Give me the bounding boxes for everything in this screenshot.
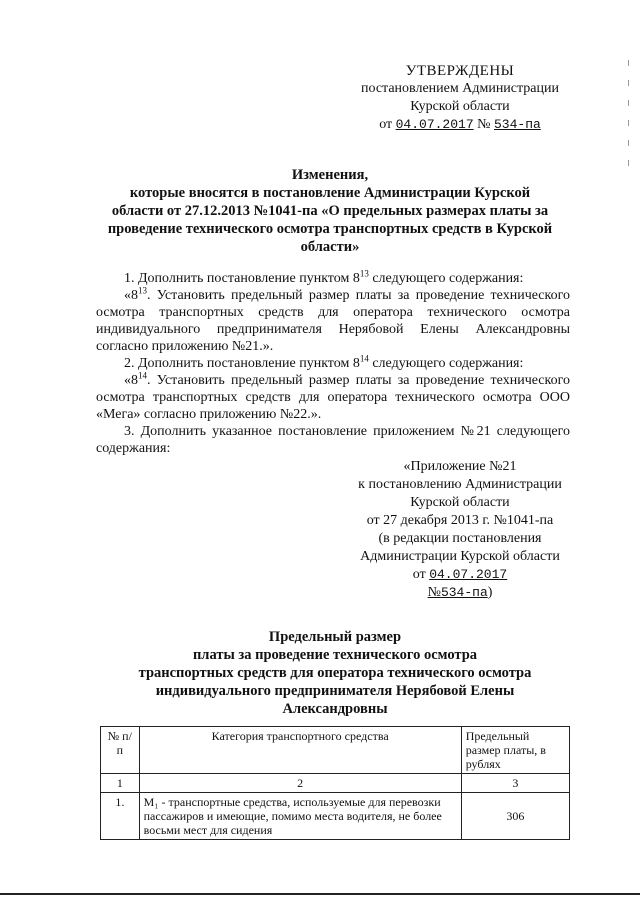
limit-title-line: индивидуального предпринимателя Нерябовой Елены: [155, 683, 515, 699]
item-3: 3. Дополнить указанное постановление приложением №21 следующего содержания:: [96, 424, 570, 456]
margin-marks: [628, 60, 632, 190]
limit-title-line: Александровны: [282, 701, 388, 717]
index-cell: 1: [101, 774, 140, 793]
index-cell: 2: [139, 774, 461, 793]
appendix-line: (в редакции постановления: [378, 531, 542, 546]
items-body: [96, 270, 570, 457]
approval-block: [350, 62, 570, 134]
changes-title-line: Изменения,: [291, 167, 369, 183]
from-label: от: [379, 117, 393, 132]
item-2-quote: «$8^{14}$. Установить предельный размер платы за проведение технического осмотра транспортных средств для оператора технического осмотра ООО «Мега» согласно приложению №22.».: [96, 370, 570, 422]
limit-title-line: транспортных средств для оператора технического осмотра: [138, 665, 532, 681]
row-price: 306: [461, 793, 569, 840]
appendix-number: 534-па: [440, 585, 488, 600]
row-category: M₁ - транспортные средства, используемые для перевозки пассажиров и имеющие, помимо места водителя, не более восьми мест для сидения: [139, 793, 461, 840]
limit-title-line: платы за проведение технического осмотра: [192, 647, 478, 663]
appendix-line: «Приложение №21: [403, 459, 517, 474]
appendix-line: к постановлению Администрации: [358, 477, 562, 492]
approval-title: УТВЕРЖДЕНЫ: [405, 63, 515, 79]
approval-date-line: [350, 116, 570, 134]
approval-line-1: постановлением Администрации: [361, 81, 559, 96]
item-1-quote: «$8^{13}$. Установить предельный размер платы за проведение технического осмотра транспортных средств для оператора технического осмотра индивидуального предпринимателя Нерябовой Елены Александровны согласно приложению №21.».: [96, 285, 570, 354]
header-category: Категория транспортного средства: [139, 727, 461, 774]
appendix-block: [340, 458, 580, 602]
table-row: [101, 793, 570, 840]
changes-title-line: области от 27.12.2013 №1041-па «О предельных размерах платы за: [111, 203, 549, 219]
approval-number: 534-па: [494, 117, 541, 132]
header-number: № п/п: [101, 727, 140, 774]
changes-title-line: области»: [300, 239, 360, 255]
appendix-date-line: от 04.07.2017: [412, 567, 508, 582]
appendix-date: 04.07.2017: [429, 567, 508, 582]
price-table: [100, 726, 570, 840]
table-header-row: [101, 727, 570, 774]
appendix-line: Курской области: [410, 495, 510, 510]
changes-title-line: которые вносятся в постановление Администрации Курской: [129, 185, 531, 201]
table-index-row: [101, 774, 570, 793]
number-label: №: [477, 117, 491, 132]
item-2: 2. Дополнить постановление пунктом $8^{14}$ следующего содержания:: [124, 353, 524, 371]
limit-title: [100, 628, 570, 718]
approval-date: 04.07.2017: [395, 117, 474, 132]
index-cell: 3: [461, 774, 569, 793]
appendix-number-line: №534-па): [427, 585, 493, 600]
changes-title-line: проведение технического осмотра транспортных средств в Курской: [107, 221, 553, 237]
page-bottom-edge: [0, 893, 640, 895]
approval-line-2: Курской области: [410, 99, 510, 114]
appendix-line: Администрации Курской области: [360, 549, 560, 564]
changes-title: [90, 166, 570, 256]
limit-title-line: Предельный размер: [268, 629, 402, 645]
row-number: 1.: [101, 793, 140, 840]
item-1: 1. Дополнить постановление пунктом $8^{13}$ следующего содержания:: [124, 268, 524, 286]
header-price: Предельный размер платы, в рублях: [461, 727, 569, 774]
appendix-line: от 27 декабря 2013 г. №1041-па: [366, 513, 554, 528]
